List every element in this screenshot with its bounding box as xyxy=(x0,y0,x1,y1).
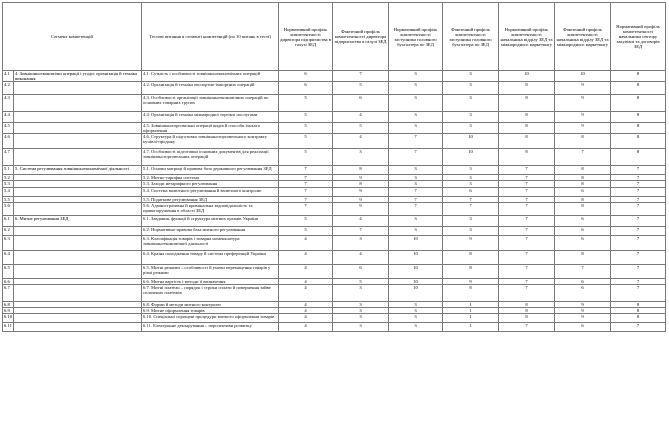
value-cell-6: 6 xyxy=(555,285,611,302)
competency-table xyxy=(2,2,666,332)
value-cell-5: 8 xyxy=(499,308,555,314)
value-cell-2: 3 xyxy=(333,236,389,251)
table-row xyxy=(3,149,666,166)
value-cell-5: 7 xyxy=(499,279,555,285)
value-cell-2: 5 xyxy=(333,82,389,95)
value-cell-7: 7 xyxy=(611,188,666,197)
value-cell-5: 7 xyxy=(499,265,555,279)
value-cell-1: 4 xyxy=(279,323,333,332)
header-segment: Сегмент компетенцій xyxy=(3,3,142,71)
row-number: 5.3 xyxy=(3,181,14,188)
segment-cell xyxy=(14,149,142,166)
value-cell-2: 4 xyxy=(333,251,389,265)
row-number: 5.4 xyxy=(3,188,14,197)
value-cell-5: 7 xyxy=(499,166,555,175)
value-cell-6: 6 xyxy=(555,216,611,227)
value-cell-4: 8 xyxy=(443,251,499,265)
value-cell-4: 6 xyxy=(443,188,499,197)
segment-cell xyxy=(14,323,142,332)
topic-cell: 6.6. Митна вартість і методи її визначення xyxy=(142,279,279,285)
value-cell-1: 7 xyxy=(279,166,333,175)
topic-cell: 6.11. Електронне декларування – перспективи розвитку xyxy=(142,323,279,332)
value-cell-4: 3 xyxy=(443,175,499,181)
value-cell-1: 6 xyxy=(279,82,333,95)
row-number: 6.10 xyxy=(3,314,14,323)
row-number: 4.7 xyxy=(3,149,14,166)
value-cell-2: 3 xyxy=(333,323,389,332)
segment-cell xyxy=(14,123,142,134)
value-cell-1: 7 xyxy=(279,181,333,188)
value-cell-7: 7 xyxy=(611,203,666,216)
value-cell-5: 8 xyxy=(499,149,555,166)
segment-cell xyxy=(14,82,142,95)
value-cell-6: 6 xyxy=(555,279,611,285)
table-row xyxy=(3,166,666,175)
value-cell-2: 3 xyxy=(333,308,389,314)
topic-cell: 6.5. Митні режими – особливості й умови переміщення товарів у різні режими xyxy=(142,265,279,279)
value-cell-6: 9 xyxy=(555,112,611,123)
value-cell-5: 7 xyxy=(499,216,555,227)
table-row xyxy=(3,71,666,82)
value-cell-7: 7 xyxy=(611,181,666,188)
value-cell-2: 5 xyxy=(333,279,389,285)
value-cell-5: 7 xyxy=(499,285,555,302)
value-cell-4: 3 xyxy=(443,112,499,123)
header-col-1: Нормативний профіль компетентності директора підприємства в галузі ЗЕД xyxy=(279,3,333,71)
value-cell-5: 7 xyxy=(499,323,555,332)
topic-cell: 5.2. Митно-тарифна система xyxy=(142,175,279,181)
table-row xyxy=(3,134,666,149)
value-cell-1: 5 xyxy=(279,134,333,149)
value-cell-6: 7 xyxy=(555,265,611,279)
segment-cell xyxy=(14,95,142,112)
row-number: 5.1 xyxy=(3,166,14,175)
segment-cell xyxy=(14,188,142,197)
header-col-6: Фактичний профіль компетентності начальника відділу ЗЕД та міжнародного маркетингу xyxy=(555,3,611,71)
value-cell-3: 10 xyxy=(389,236,443,251)
value-cell-7: 7 xyxy=(611,175,666,181)
topic-cell: 4.4. Організація й техніка міжнародної торгівлі послугами xyxy=(142,112,279,123)
table-row xyxy=(3,285,666,302)
value-cell-7: 8 xyxy=(611,95,666,112)
value-cell-2: 4 xyxy=(333,216,389,227)
value-cell-1: 5 xyxy=(279,112,333,123)
value-cell-5: 8 xyxy=(499,134,555,149)
table-row xyxy=(3,265,666,279)
value-cell-3: 3 xyxy=(389,314,443,323)
value-cell-4: 1 xyxy=(443,314,499,323)
row-number: 4.2 xyxy=(3,82,14,95)
topic-cell: 4.3. Особливості організації зовнішньоекономічних операцій по основних товарних групах xyxy=(142,95,279,112)
row-number: 6.8 xyxy=(3,302,14,308)
table-row xyxy=(3,112,666,123)
value-cell-4: 10 xyxy=(443,149,499,166)
value-cell-4: 3 xyxy=(443,227,499,236)
value-cell-7: 8 xyxy=(611,314,666,323)
value-cell-1: 4 xyxy=(279,279,333,285)
topic-cell: 4.5. Зовнішньоторговельні операції видів й способи їхнього оформлення xyxy=(142,123,279,134)
value-cell-1: 5 xyxy=(279,149,333,166)
value-cell-5: 8 xyxy=(499,302,555,308)
value-cell-1: 4 xyxy=(279,302,333,308)
segment-cell xyxy=(14,203,142,216)
value-cell-3: 3 xyxy=(389,308,443,314)
value-cell-6: 8 xyxy=(555,181,611,188)
topic-cell: 4.2. Організація й техніка експортно-імпортних операцій xyxy=(142,82,279,95)
value-cell-5: 7 xyxy=(499,236,555,251)
value-cell-5: 7 xyxy=(499,175,555,181)
value-cell-4: 1 xyxy=(443,302,499,308)
value-cell-7: 8 xyxy=(611,302,666,308)
table-row xyxy=(3,203,666,216)
value-cell-1: 4 xyxy=(279,236,333,251)
value-cell-2: 9 xyxy=(333,197,389,203)
segment-cell xyxy=(14,227,142,236)
value-cell-6: 8 xyxy=(555,166,611,175)
value-cell-4: 9 xyxy=(443,279,499,285)
row-number: 4.6 xyxy=(3,134,14,149)
value-cell-2: 4 xyxy=(333,134,389,149)
topic-cell: 6.7. Митні платежі – порядок і строки сплати й повернення зайве сплачених платежів xyxy=(142,285,279,302)
row-number: 6.7 xyxy=(3,285,14,302)
header-row xyxy=(3,3,666,71)
value-cell-6: 10 xyxy=(555,71,611,82)
value-cell-7: 7 xyxy=(611,227,666,236)
value-cell-5: 10 xyxy=(499,71,555,82)
value-cell-6: 6 xyxy=(555,188,611,197)
value-cell-5: 8 xyxy=(499,123,555,134)
value-cell-7: 7 xyxy=(611,197,666,203)
table-row xyxy=(3,123,666,134)
value-cell-1: 4 xyxy=(279,314,333,323)
table-row xyxy=(3,188,666,197)
value-cell-6: 8 xyxy=(555,203,611,216)
value-cell-7: 8 xyxy=(611,308,666,314)
value-cell-3: 10 xyxy=(389,251,443,265)
value-cell-3: 3 xyxy=(389,216,443,227)
topic-cell: 6.9. Митне оформлення товарів xyxy=(142,308,279,314)
value-cell-6: 6 xyxy=(555,227,611,236)
value-cell-4: 3 xyxy=(443,216,499,227)
value-cell-1: 5 xyxy=(279,227,333,236)
row-number: 6.5 xyxy=(3,265,14,279)
row-number: 5.5 xyxy=(3,197,14,203)
row-number: 6.4 xyxy=(3,251,14,265)
value-cell-2: 9 xyxy=(333,175,389,181)
segment-cell xyxy=(14,236,142,251)
topic-cell: 4.6. Структура й підготовка зовнішньоторговельного контракту купівлі-продажу xyxy=(142,134,279,149)
value-cell-6: 9 xyxy=(555,314,611,323)
table-row xyxy=(3,181,666,188)
value-cell-2: 9 xyxy=(333,188,389,197)
value-cell-6: 6 xyxy=(555,323,611,332)
value-cell-1: 4 xyxy=(279,308,333,314)
value-cell-7: 7 xyxy=(611,251,666,265)
value-cell-3: 3 xyxy=(389,123,443,134)
value-cell-7: 7 xyxy=(611,285,666,302)
value-cell-4: 9 xyxy=(443,236,499,251)
value-cell-2: 8 xyxy=(333,166,389,175)
segment-cell xyxy=(14,134,142,149)
value-cell-6: 9 xyxy=(555,123,611,134)
value-cell-4: 3 xyxy=(443,181,499,188)
segment-cell xyxy=(14,251,142,265)
value-cell-6: 8 xyxy=(555,175,611,181)
value-cell-2: 3 xyxy=(333,149,389,166)
table-body xyxy=(3,71,666,332)
value-cell-3: 7 xyxy=(389,197,443,203)
value-cell-4: 3 xyxy=(443,123,499,134)
value-cell-7: 8 xyxy=(611,149,666,166)
value-cell-7: 8 xyxy=(611,134,666,149)
value-cell-6: 9 xyxy=(555,82,611,95)
table-row xyxy=(3,95,666,112)
value-cell-4: 3 xyxy=(443,71,499,82)
header-col-5: Нормативний профіль компетентності начальника відділу ЗЕД та міжнародного маркетингу xyxy=(499,3,555,71)
value-cell-4: 1 xyxy=(443,308,499,314)
value-cell-2: 6 xyxy=(333,265,389,279)
topic-cell: 6.1. Завдання, функції й структура митних органів України xyxy=(142,216,279,227)
value-cell-1: 7 xyxy=(279,197,333,203)
value-cell-2: 8 xyxy=(333,181,389,188)
value-cell-1: 4 xyxy=(279,251,333,265)
value-cell-3: 3 xyxy=(389,166,443,175)
value-cell-3: 7 xyxy=(389,203,443,216)
value-cell-1: 5 xyxy=(279,95,333,112)
value-cell-3: 10 xyxy=(389,285,443,302)
value-cell-6: 6 xyxy=(555,236,611,251)
value-cell-5: 7 xyxy=(499,197,555,203)
header-tests: Тестові питання в сегменті компетенцій (по 10 питань в тесті) xyxy=(142,3,279,71)
row-number: 5.6 xyxy=(3,203,14,216)
value-cell-2: 4 xyxy=(333,112,389,123)
value-cell-3: 3 xyxy=(389,82,443,95)
value-cell-4: 7 xyxy=(443,203,499,216)
value-cell-3: 3 xyxy=(389,71,443,82)
topic-cell: 5.1. Основи матриці й правова база державного регулювання ЗЕД xyxy=(142,166,279,175)
value-cell-7: 8 xyxy=(611,71,666,82)
value-cell-6: 9 xyxy=(555,302,611,308)
value-cell-3: 3 xyxy=(389,95,443,112)
value-cell-1: 5 xyxy=(279,216,333,227)
topic-cell: 6.4. Країна походження товару й система преференцій України xyxy=(142,251,279,265)
segment-cell: 5. Система регулювання зовнішньоекономічної діяльності xyxy=(14,166,142,175)
table-row xyxy=(3,251,666,265)
value-cell-6: 9 xyxy=(555,95,611,112)
value-cell-3: 3 xyxy=(389,112,443,123)
value-cell-1: 5 xyxy=(279,123,333,134)
segment-cell: 6. Митне регулювання ЗЕД xyxy=(14,216,142,227)
value-cell-5: 8 xyxy=(499,112,555,123)
table-row xyxy=(3,216,666,227)
row-number: 5.2 xyxy=(3,175,14,181)
value-cell-3: 7 xyxy=(389,149,443,166)
value-cell-4: 10 xyxy=(443,134,499,149)
header-col-7: Нормативний профіль компетентності начальника сектору закупівлі та договорів ЗЕД xyxy=(611,3,666,71)
value-cell-2: 3 xyxy=(333,314,389,323)
value-cell-3: 3 xyxy=(389,227,443,236)
topic-cell: 5.4. Система валютного регулювання й валютного контролю xyxy=(142,188,279,197)
value-cell-5: 7 xyxy=(499,251,555,265)
row-number: 6.2 xyxy=(3,227,14,236)
value-cell-2: 9 xyxy=(333,203,389,216)
row-number: 6.9 xyxy=(3,308,14,314)
value-cell-6: 7 xyxy=(555,149,611,166)
value-cell-3: 3 xyxy=(389,181,443,188)
segment-cell xyxy=(14,112,142,123)
table-row xyxy=(3,82,666,95)
row-number: 4.3 xyxy=(3,95,14,112)
value-cell-2: 7 xyxy=(333,227,389,236)
value-cell-7: 8 xyxy=(611,123,666,134)
value-cell-4: 1 xyxy=(443,323,499,332)
row-number: 4.4 xyxy=(3,112,14,123)
value-cell-5: 8 xyxy=(499,314,555,323)
topic-cell: 6.10. Спеціальні спрощені процедури митного оформлення товарів xyxy=(142,314,279,323)
topic-cell: 4.7. Особливості підготовки основних документів для реалізації зовнішньоторговельних операцій xyxy=(142,149,279,166)
value-cell-4: 3 xyxy=(443,166,499,175)
value-cell-1: 4 xyxy=(279,285,333,302)
topic-cell: 5.3. Заходи нетарифного регулювання xyxy=(142,181,279,188)
table-row xyxy=(3,227,666,236)
table-row xyxy=(3,314,666,323)
header-col-4: Фактичний профіль компетентності заступника головного бухгалтера по ЗЕД xyxy=(443,3,499,71)
value-cell-1: 7 xyxy=(279,175,333,181)
segment-cell xyxy=(14,181,142,188)
segment-cell: 4. Зовнішньоекономічні операції і угоди: організація й техніка виконання xyxy=(14,71,142,82)
value-cell-6: 8 xyxy=(555,134,611,149)
header-col-3: Нормативний профіль компетентності заступника головного бухгалтера по ЗЕД xyxy=(389,3,443,71)
value-cell-3: 7 xyxy=(389,134,443,149)
row-number: 6.6 xyxy=(3,279,14,285)
value-cell-4: 3 xyxy=(443,82,499,95)
value-cell-2: 3 xyxy=(333,302,389,308)
segment-cell xyxy=(14,314,142,323)
value-cell-7: 8 xyxy=(611,82,666,95)
segment-cell xyxy=(14,285,142,302)
value-cell-1: 4 xyxy=(279,265,333,279)
value-cell-4: 7 xyxy=(443,197,499,203)
value-cell-2: 3 xyxy=(333,285,389,302)
value-cell-4: 8 xyxy=(443,285,499,302)
value-cell-7: 7 xyxy=(611,265,666,279)
value-cell-4: 8 xyxy=(443,265,499,279)
value-cell-5: 7 xyxy=(499,188,555,197)
value-cell-5: 7 xyxy=(499,181,555,188)
topic-cell: 6.3. Класифікація товарів і товарна номенклатура зовнішньоекономічної діяльності xyxy=(142,236,279,251)
topic-cell: 5.5. Податкове регулювання ЗЕД xyxy=(142,197,279,203)
segment-cell xyxy=(14,265,142,279)
value-cell-7: 7 xyxy=(611,216,666,227)
table-row xyxy=(3,236,666,251)
row-number: 6.1 xyxy=(3,216,14,227)
value-cell-3: 3 xyxy=(389,175,443,181)
value-cell-5: 8 xyxy=(499,82,555,95)
value-cell-1: 7 xyxy=(279,188,333,197)
topic-cell: 4.1. Сутність і особливості зовнішньоекономічних операцій xyxy=(142,71,279,82)
value-cell-7: 7 xyxy=(611,166,666,175)
value-cell-3: 7 xyxy=(389,188,443,197)
value-cell-7: 7 xyxy=(611,236,666,251)
value-cell-2: 5 xyxy=(333,123,389,134)
value-cell-5: 8 xyxy=(499,95,555,112)
header-col-2: Фактичний профіль компетентності директора підприємства в галузі ЗЕД xyxy=(333,3,389,71)
value-cell-3: 3 xyxy=(389,323,443,332)
row-number: 6.3 xyxy=(3,236,14,251)
row-number: 6.11 xyxy=(3,323,14,332)
value-cell-7: 7 xyxy=(611,323,666,332)
value-cell-6: 8 xyxy=(555,197,611,203)
topic-cell: 5.6. Адміністративна й кримінальна відповідальність та правопорушення в області ЗЕД xyxy=(142,203,279,216)
value-cell-7: 7 xyxy=(611,279,666,285)
value-cell-2: 6 xyxy=(333,95,389,112)
value-cell-1: 7 xyxy=(279,203,333,216)
row-number: 4.5 xyxy=(3,123,14,134)
value-cell-3: 10 xyxy=(389,279,443,285)
value-cell-3: 3 xyxy=(389,302,443,308)
value-cell-5: 7 xyxy=(499,203,555,216)
row-number: 4.1 xyxy=(3,71,14,82)
value-cell-6: 8 xyxy=(555,251,611,265)
value-cell-4: 3 xyxy=(443,95,499,112)
value-cell-1: 6 xyxy=(279,71,333,82)
value-cell-2: 7 xyxy=(333,71,389,82)
topic-cell: 6.2. Нормативно-правова база митного регулювання xyxy=(142,227,279,236)
topic-cell: 6.8. Форми й методи митного контролю xyxy=(142,302,279,308)
value-cell-5: 7 xyxy=(499,227,555,236)
value-cell-7: 8 xyxy=(611,112,666,123)
value-cell-6: 9 xyxy=(555,308,611,314)
value-cell-3: 10 xyxy=(389,265,443,279)
table-row xyxy=(3,323,666,332)
